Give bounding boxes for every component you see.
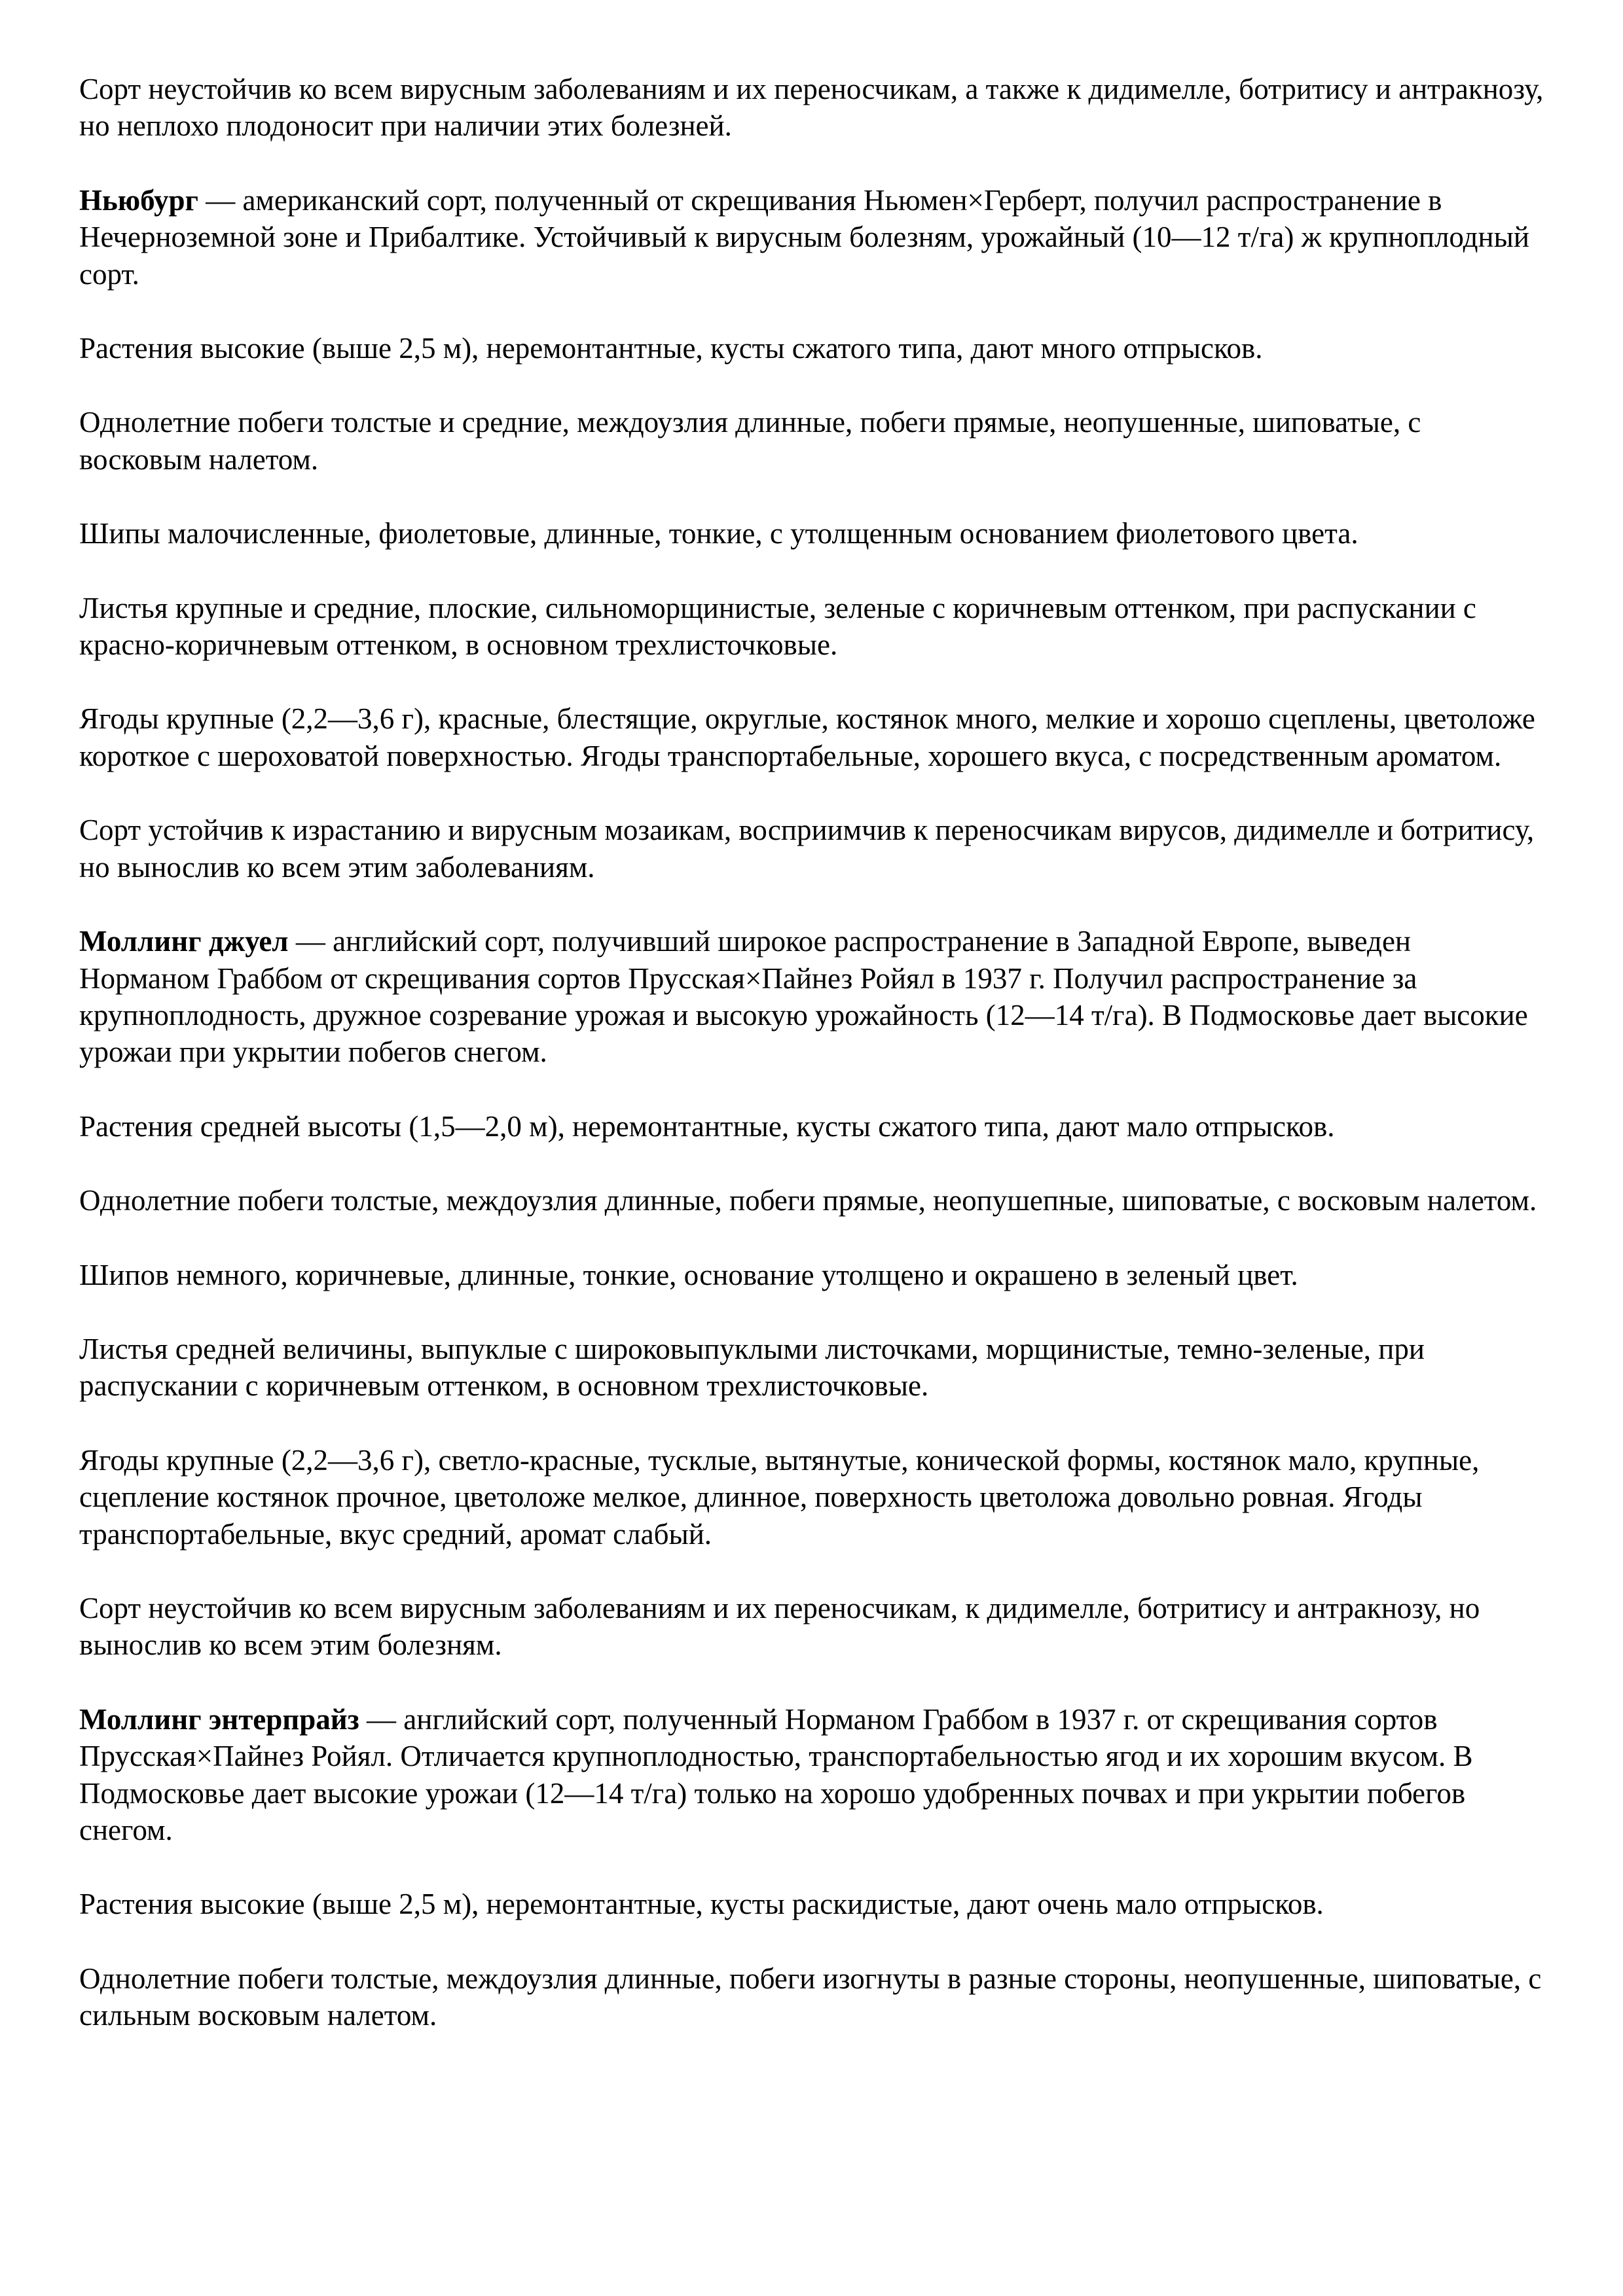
paragraph-13 — [79, 1331, 1546, 1405]
paragraph-14 — [79, 1442, 1546, 1552]
variety-name-malling-enterprise: Моллинг энтерпрайз — [79, 1702, 359, 1736]
paragraph-6 — [79, 590, 1546, 664]
paragraph-text: Растения высокие (выше 2,5 м), неремонтантные, кусты раскидистые, дают очень мало отпрысков. — [79, 1888, 1324, 1921]
paragraph-3 — [79, 330, 1546, 367]
paragraph-text: Растения средней высоты (1,5—2,0 м), неремонтантные, кусты сжатого типа, дают мало отпрысков. — [79, 1109, 1335, 1143]
paragraph-text: — английский сорт, получивший широкое распространение в Западной Европе, выведен Норманом Граббом от скрещивания сортов Прусская×Пайнез Ройял в 1937 г. Получил распространение за крупноплодность, дружное созревание урожая и высокую урожайность (12—14 т/га). В Подмосковье дает высокие урожаи при укрытии побегов снегом. — [79, 925, 1528, 1069]
paragraph-text: Сорт неустойчив ко всем вирусным заболеваниям и их переносчикам, а также к дидимелле, ботритису и антракнозу, но неплохо плодоносит при наличии этих болезней. — [79, 73, 1544, 143]
document-page — [79, 71, 1546, 2072]
paragraph-4 — [79, 404, 1546, 478]
paragraph-1 — [79, 71, 1546, 145]
paragraph-16 — [79, 1701, 1546, 1849]
paragraph-17 — [79, 1886, 1546, 1922]
paragraph-text: — американский сорт, полученный от скрещивания Ньюмен×Герберт, получил распространение в Нечерноземной зоне и Прибалтике. Устойчивый к вирусным болезням, урожайный (10—12 т/га) ж крупноплодный сорт. — [79, 183, 1529, 291]
paragraph-text: Шипов немного, коричневые, длинные, тонкие, основание утолщено и окрашено в зеленый цвет. — [79, 1258, 1298, 1291]
paragraph-text: Растения высокие (выше 2,5 м), неремонтантные, кусты сжатого типа, дают много отпрысков. — [79, 332, 1263, 365]
paragraph-2 — [79, 182, 1546, 293]
paragraph-text: Однолетние побеги толстые, междоузлия длинные, побеги прямые, неопушепные, шиповатые, с восковым налетом. — [79, 1184, 1537, 1217]
paragraph-text: — английский сорт, полученный Норманом Граббом в 1937 г. от скрещивания сортов Прусская×Пайнез Ройял. Отличается крупноплодностью, транспортабельностью ягод и их хорошим вкусом. В Подмосковье дает высокие урожаи (12—14 т/га) только на хорошо удобренных почвах и при укрытии побегов снегом. — [79, 1702, 1473, 1846]
paragraph-text: Сорт устойчив к израстанию и вирусным мозаикам, восприимчив к переносчикам вирусов, дидимелле и ботритису, но вынослив ко всем этим заболеваниям. — [79, 814, 1535, 884]
paragraph-15 — [79, 1590, 1546, 1664]
paragraph-text: Однолетние побеги толстые, междоузлия длинные, побеги изогнуты в разные стороны, неопушенные, шиповатые, с сильным восковым налетом. — [79, 1962, 1542, 2032]
paragraph-7 — [79, 700, 1546, 774]
paragraph-8 — [79, 812, 1546, 886]
paragraph-text: Листья средней величины, выпуклые с широковыпуклыми листочками, морщинистые, темно-зеленые, при распускании с коричневым оттенком, в основном трехлисточковые. — [79, 1332, 1425, 1403]
paragraph-text: Шипы малочисленные, фиолетовые, длинные, тонкие, с утолщенным основанием фиолетового цвета. — [79, 517, 1359, 550]
paragraph-text: Листья крупные и средние, плоские, сильноморщинистые, зеленые с коричневым оттенком, при распускании с красно-коричневым оттенком, в основном трехлисточковые. — [79, 591, 1476, 662]
paragraph-text: Сорт неустойчив ко всем вирусным заболеваниям и их переносчикам, к дидимелле, ботритису и антракнозу, но вынослив ко всем этим болезням. — [79, 1591, 1480, 1662]
paragraph-18 — [79, 1960, 1546, 2034]
paragraph-text: Ягоды крупные (2,2—3,6 г), светло-красные, тусклые, вытянутые, конической формы, костянок мало, крупные, сцепление костянок прочное, цветоложе мелкое, длинное, поверхность цветоложа довольно ровная. Ягоды транспортабельные, вкус средний, аромат слабый. — [79, 1443, 1480, 1551]
paragraph-5 — [79, 515, 1546, 552]
paragraph-9 — [79, 923, 1546, 1071]
paragraph-12 — [79, 1257, 1546, 1293]
paragraph-11 — [79, 1182, 1546, 1219]
variety-name-malling-jewel: Моллинг джуел — [79, 925, 289, 958]
variety-name-newburgh: Ньюбург — [79, 183, 198, 217]
paragraph-text: Однолетние побеги толстые и средние, междоузлия длинные, побеги прямые, неопушенные, шиповатые, с восковым налетом. — [79, 406, 1421, 476]
paragraph-10 — [79, 1108, 1546, 1145]
paragraph-text: Ягоды крупные (2,2—3,6 г), красные, блестящие, округлые, костянок много, мелкие и хорошо сцеплены, цветоложе короткое с шероховатой поверхностью. Ягоды транспортабельные, хорошего вкуса, с посредственным ароматом. — [79, 702, 1535, 772]
